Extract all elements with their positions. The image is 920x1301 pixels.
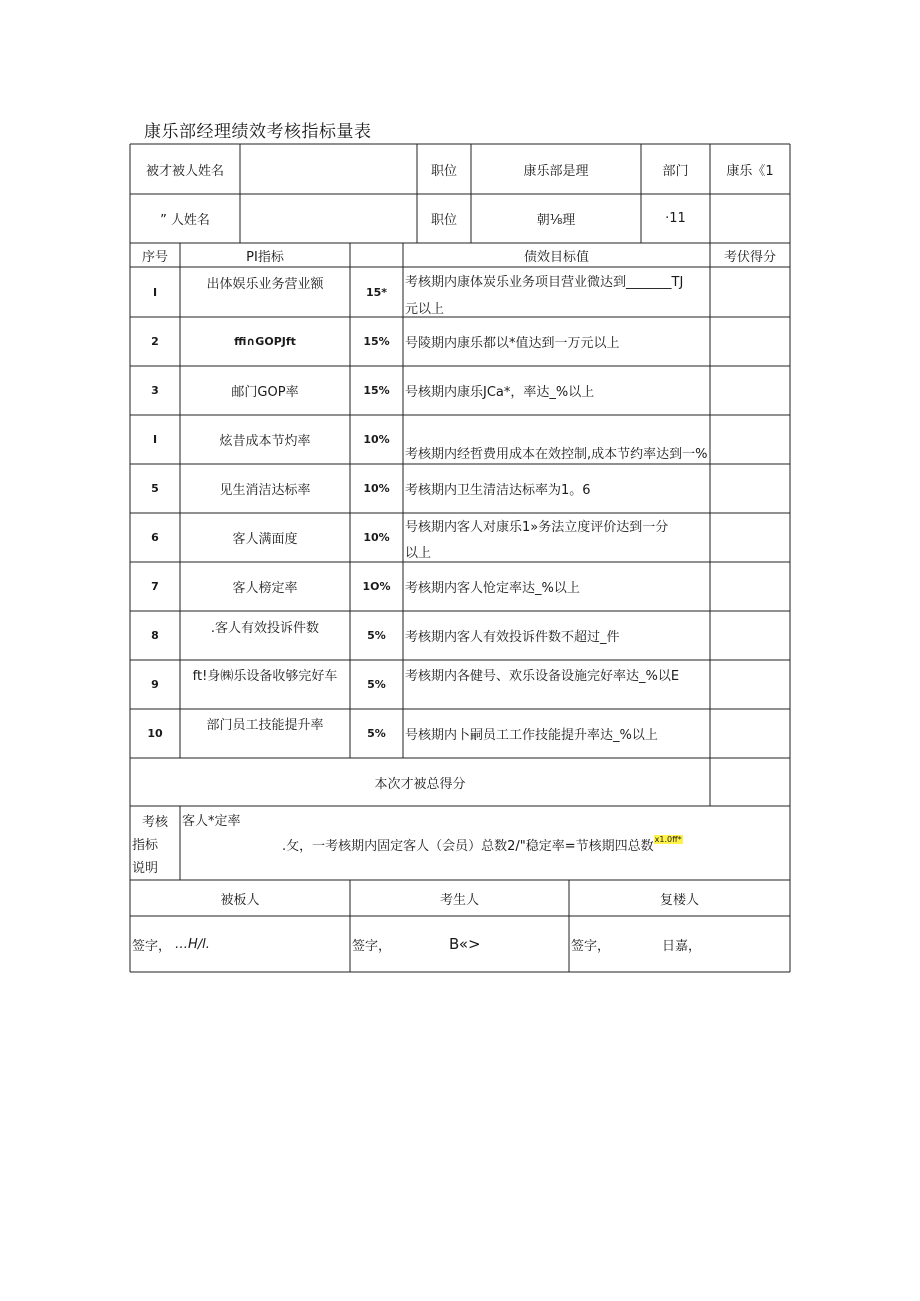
row-target: 号核期内康乐JCa*，率达_%以上	[405, 385, 595, 400]
row-target: 考核期内各健号、欢乐设备设施完好率达_%以E	[405, 668, 680, 684]
row-weight: 10%	[363, 531, 390, 544]
header-weight	[350, 243, 403, 267]
signature-extra: B«>	[449, 935, 481, 953]
assessor-name-value	[240, 194, 417, 243]
row-weight: 15%	[363, 384, 390, 397]
assessee-name-label: 被才被人姓名	[145, 163, 224, 179]
row-score	[710, 267, 790, 317]
row-seq: 3	[151, 384, 159, 397]
department-value: 康乐《1	[726, 163, 774, 179]
row-target: 考核期内客人怆定率达_%以上	[405, 581, 580, 596]
row-weight: 5%	[367, 678, 386, 691]
row-target: 号陵期内康乐都以*值达到一万元以上	[405, 336, 620, 351]
signature-cell-reviewer	[569, 916, 790, 972]
row-weight: 5%	[367, 727, 386, 740]
page-title: 康乐部经理绩效考核指标量表	[144, 122, 372, 142]
row-weight: 10%	[363, 433, 390, 446]
row-kpi: 出体娱乐业务营业额	[206, 276, 324, 292]
formula-superscript	[654, 835, 683, 844]
row-score	[710, 709, 790, 758]
row-kpi: 客人满面度	[232, 532, 298, 547]
signature-label: 签字，	[352, 938, 392, 954]
row-weight: 5%	[367, 629, 386, 642]
signature-header-assessor: 考生人	[439, 892, 479, 908]
row-score	[710, 611, 790, 660]
row-seq: I	[152, 433, 158, 446]
total-score-label: 本次才被总得分	[374, 776, 466, 792]
row-kpi: 见生消洁达标率	[219, 483, 311, 498]
signature-label: 签字，	[132, 938, 172, 954]
row-target: 考核期内卫生清洁达标率为1。6	[405, 483, 591, 498]
row-kpi: 客人榜定率	[232, 581, 298, 596]
row-kpi: 邮门GOP率	[231, 385, 299, 400]
position-label: 职位	[430, 163, 457, 179]
row-target-continued: 以上	[405, 545, 432, 561]
formula-text: 考核期内固定客人（会员）总数2/"稳定率=节核期四总数	[325, 838, 654, 854]
row-seq: 2	[151, 335, 159, 348]
explain-label-line-3: 说明	[132, 860, 159, 876]
row-target-continued: 元以上	[405, 301, 445, 317]
signature-cell-assessor	[350, 916, 569, 972]
explain-label-line-1: 考核	[141, 814, 168, 830]
row-score	[710, 660, 790, 709]
header-kpi: PI指标	[246, 249, 284, 265]
row-score	[710, 415, 790, 464]
explain-label-line-2: 指标	[132, 837, 159, 853]
signature-cell-assessee	[130, 916, 350, 972]
row-seq: 7	[151, 580, 159, 593]
row-seq: 5	[151, 482, 159, 495]
position-value: 康乐部是理	[523, 163, 589, 179]
row-score	[710, 562, 790, 611]
row-weight: 10%	[363, 482, 390, 495]
row-target: 号核期内客人对康乐1»务法立度评价达到一分	[405, 519, 669, 535]
row-seq: I	[152, 285, 158, 299]
row-score	[710, 317, 790, 366]
row-seq: 9	[151, 678, 159, 691]
explain-formula	[282, 832, 712, 856]
row-seq: 10	[147, 727, 163, 740]
row-score	[710, 513, 790, 562]
signature-extra: 日嘉，	[662, 938, 702, 954]
signature-extra: …H∕l.	[175, 936, 210, 952]
header-seq: 序号	[141, 249, 168, 265]
row-weight: 15*	[365, 285, 388, 299]
formula-prefix: .攵，一	[282, 838, 326, 854]
assessor-department-label: ·11	[665, 211, 686, 226]
assessor-position-label: 职位	[430, 213, 457, 228]
row-target: 考核期内经哲费用成本在效控制,成本节约率达到一%	[405, 446, 708, 462]
row-kpi: 部门员工技能提升率	[206, 717, 324, 733]
row-weight: 15%	[363, 335, 390, 348]
total-score-value	[710, 758, 790, 806]
header-score: 考伏得分	[723, 249, 776, 265]
row-score	[710, 464, 790, 513]
row-seq: 6	[151, 531, 159, 544]
department-label: 部门	[662, 163, 689, 179]
assessor-name-label: ” 人姓名	[160, 213, 210, 228]
assessor-position-value: 朝⅛理	[536, 213, 576, 228]
assessee-name-value	[240, 144, 417, 194]
row-kpi: ft!身㈱乐设备收够完好车	[192, 668, 338, 684]
assessor-department-value	[710, 194, 790, 243]
signature-label: 签字，	[571, 938, 611, 954]
row-target: 考核期内客人有效投诉件数不超过_件	[405, 630, 620, 645]
signature-header-reviewer: 复楼人	[659, 892, 699, 908]
row-score	[710, 366, 790, 415]
highlight-mark: x1.0ff*	[654, 834, 682, 844]
row-target: 考核期内康体炭乐业务项目营业微达到_______TJ	[405, 274, 684, 290]
row-kpi: .客人有效投诉件数	[210, 620, 320, 636]
header-target: 债效目标值	[523, 249, 589, 265]
row-kpi: ffi∩GOPJft	[234, 335, 296, 348]
row-target: 号核期内卜嗣员工工作技能提升率达_%以上	[405, 728, 658, 743]
row-kpi: 炫昔成本节灼率	[219, 434, 311, 449]
signature-header-assessee: 被板人	[220, 892, 260, 908]
row-weight: 1O%	[362, 580, 391, 593]
explain-subtitle: 客人*定率	[182, 813, 241, 829]
row-seq: 8	[151, 629, 159, 642]
